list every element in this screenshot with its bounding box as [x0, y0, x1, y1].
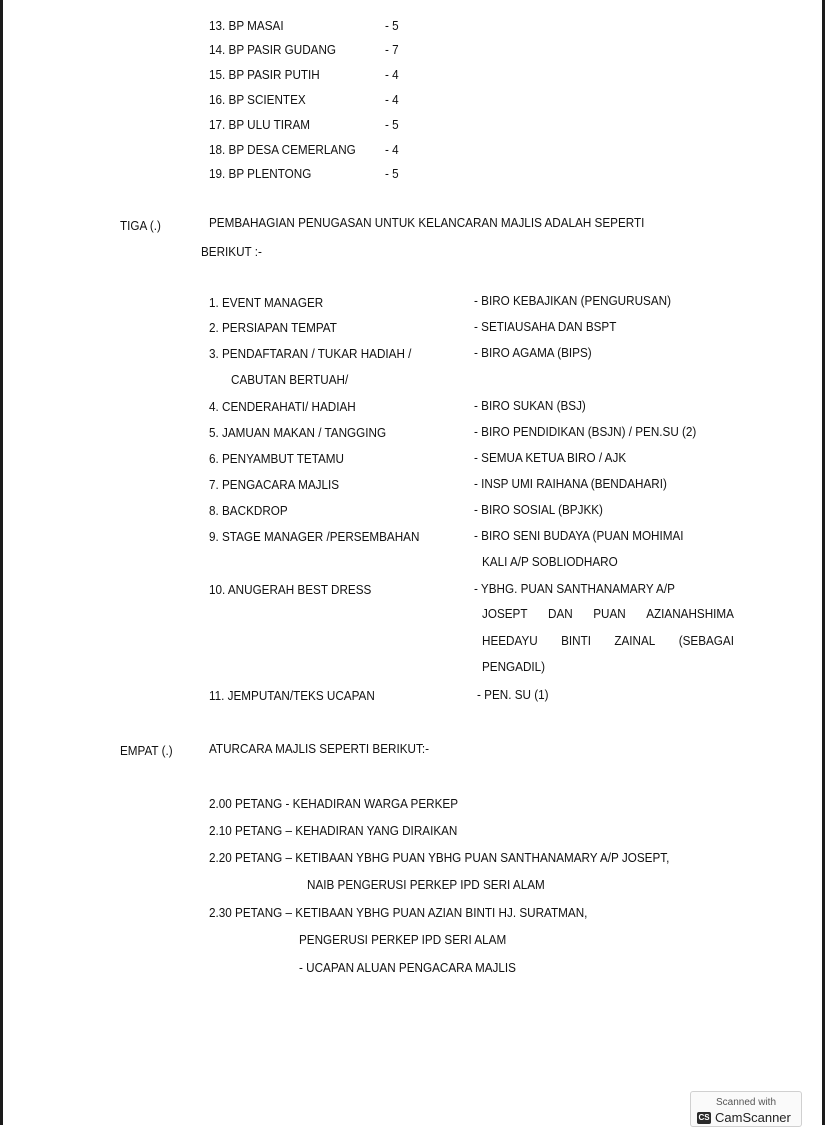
- task-owner: - BIRO SOSIAL (BPJKK): [474, 502, 603, 517]
- word: (SEBAGAI: [678, 633, 734, 648]
- task-owner: - SETIAUSAHA DAN BSPT: [474, 319, 617, 334]
- task-owner: - SEMUA KETUA BIRO / AJK: [474, 450, 627, 465]
- scanned-with-label: Scanned with: [715, 1097, 777, 1108]
- task-owner-cont-justified: [482, 606, 734, 621]
- word: AZIANAHSHIMA: [646, 606, 734, 621]
- task-owner-cont: KALI A/P SOBLIODHARO: [482, 554, 618, 569]
- task-name: 11. JEMPUTAN/TEKS UCAPAN: [209, 688, 375, 703]
- schedule-line-cont: PENGERUSI PERKEP IPD SERI ALAM: [299, 932, 507, 947]
- task-name: 5. JAMUAN MAKAN / TANGGING: [209, 425, 387, 440]
- task-owner: - PEN. SU (1): [477, 687, 549, 702]
- word: ZAINAL: [614, 633, 656, 648]
- section-tiga-label: TIGA (.): [120, 218, 161, 233]
- task-owner: - BIRO SENI BUDAYA (PUAN MOHIMAI: [474, 528, 684, 543]
- word: HEEDAYU: [482, 633, 538, 648]
- word: JOSEPT: [482, 606, 528, 621]
- bp-item-value: - 4: [385, 92, 399, 107]
- bp-item-value: - 4: [385, 142, 399, 157]
- camscanner-brand-name: CamScanner: [715, 1110, 791, 1125]
- task-name: 4. CENDERAHATI/ HADIAH: [209, 399, 356, 414]
- task-owner-cont: PENGADIL): [482, 659, 546, 674]
- task-owner: - BIRO AGAMA (BIPS): [474, 345, 592, 360]
- bp-item-value: - 4: [385, 67, 399, 82]
- bp-item-name: 18. BP DESA CEMERLANG: [209, 142, 356, 157]
- task-owner: - BIRO KEBAJIKAN (PENGURUSAN): [474, 293, 671, 308]
- section-tiga-heading: PEMBAHAGIAN PENUGASAN UNTUK KELANCARAN MAJLIS ADALAH SEPERTI: [209, 215, 645, 230]
- bp-item-name: 19. BP PLENTONG: [209, 166, 312, 181]
- task-name: 3. PENDAFTARAN / TUKAR HADIAH /: [209, 346, 412, 361]
- task-owner-cont-justified: [482, 633, 734, 648]
- section-empat-label: EMPAT (.): [120, 743, 173, 758]
- bp-item-value: - 5: [385, 18, 399, 33]
- bp-item-value: - 5: [385, 117, 399, 132]
- word: PUAN: [593, 606, 626, 621]
- task-name: 9. STAGE MANAGER /PERSEMBAHAN: [209, 529, 420, 544]
- bp-item-name: 16. BP SCIENTEX: [209, 92, 306, 107]
- task-name: 8. BACKDROP: [209, 503, 288, 518]
- camscanner-watermark: [690, 1091, 802, 1127]
- task-name: 1. EVENT MANAGER: [209, 295, 324, 310]
- task-owner: - YBHG. PUAN SANTHANAMARY A/P: [474, 581, 675, 596]
- task-owner: - BIRO PENDIDIKAN (BSJN) / PEN.SU (2): [474, 424, 697, 439]
- bp-item-name: 15. BP PASIR PUTIH: [209, 67, 320, 82]
- bp-item-name: 17. BP ULU TIRAM: [209, 117, 311, 132]
- word: BINTI: [561, 633, 591, 648]
- bp-item-name: 14. BP PASIR GUDANG: [209, 42, 337, 57]
- task-name: 6. PENYAMBUT TETAMU: [209, 451, 345, 466]
- scan-edge-left: [0, 0, 3, 1125]
- camscanner-brand: [697, 1110, 791, 1125]
- camscanner-logo-icon: CS: [698, 1112, 710, 1122]
- task-name-cont: CABUTAN BERTUAH/: [231, 372, 349, 387]
- schedule-line-cont: NAIB PENGERUSI PERKEP IPD SERI ALAM: [307, 877, 545, 892]
- schedule-line: 2.20 PETANG – KETIBAAN YBHG PUAN YBHG PUAN SANTHANAMARY A/P JOSEPT,: [209, 850, 670, 865]
- schedule-line: 2.10 PETANG – KEHADIRAN YANG DIRAIKAN: [209, 823, 458, 838]
- schedule-line: 2.00 PETANG - KEHADIRAN WARGA PERKEP: [209, 796, 459, 811]
- bp-item-name: 13. BP MASAI: [209, 18, 284, 33]
- word: DAN: [548, 606, 573, 621]
- schedule-line-cont: - UCAPAN ALUAN PENGACARA MAJLIS: [299, 960, 516, 975]
- bp-item-value: - 7: [385, 42, 399, 57]
- bp-item-value: - 5: [385, 166, 399, 181]
- section-empat-heading: ATURCARA MAJLIS SEPERTI BERIKUT:-: [209, 741, 429, 756]
- task-name: 10. ANUGERAH BEST DRESS: [209, 582, 372, 597]
- section-tiga-heading-cont: BERIKUT :-: [201, 244, 262, 259]
- task-owner: - BIRO SUKAN (BSJ): [474, 398, 586, 413]
- task-owner: - INSP UMI RAIHANA (BENDAHARI): [474, 476, 667, 491]
- task-name: 7. PENGACARA MAJLIS: [209, 477, 340, 492]
- task-name: 2. PERSIAPAN TEMPAT: [209, 320, 337, 335]
- schedule-line: 2.30 PETANG – KETIBAAN YBHG PUAN AZIAN BINTI HJ. SURATMAN,: [209, 905, 588, 920]
